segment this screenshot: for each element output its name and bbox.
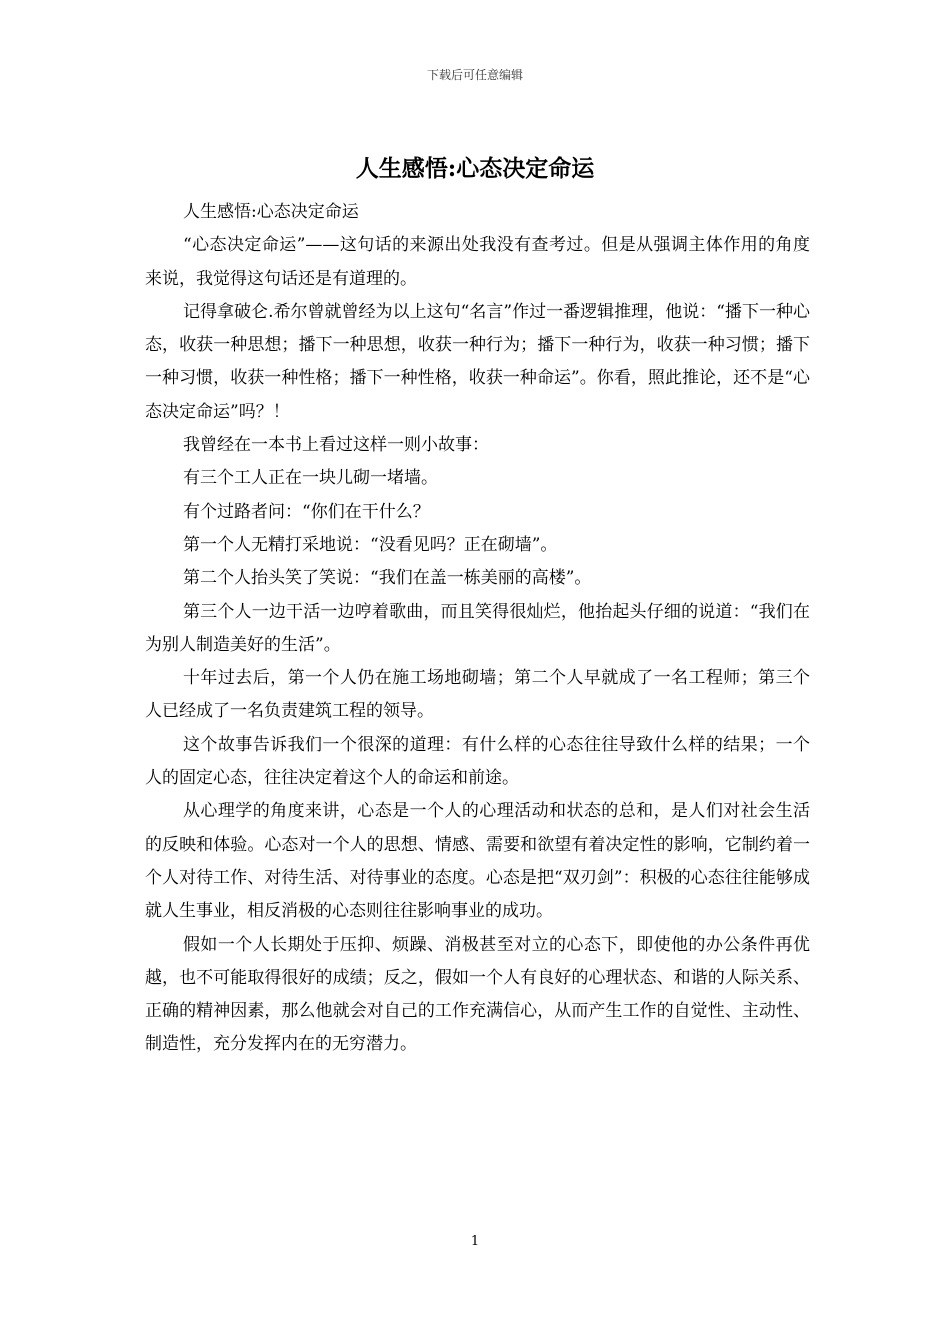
document-body	[145, 196, 810, 1062]
header-note: 下载后可任意编辑	[426, 68, 523, 82]
paragraph: 人生感悟:心态决定命运	[183, 202, 359, 222]
paragraph: “心态决定命运”——这句话的来源出处我没有查考过。但是从强调主体作用的角度来说，我觉得这句话还是有道理的。	[145, 235, 810, 289]
paragraph: 第三个人一边干活一边哼着歌曲，而且笑得很灿烂，他抬起头仔细的说道：“我们在为别人制造美好的生活”。	[145, 601, 810, 655]
paragraph: 我曾经在一本书上看过这样一则小故事：	[183, 435, 489, 456]
paragraph: 第一个人无精打采地说：“没看见吗？正在砌墙”。	[183, 534, 558, 555]
paragraph: 记得拿破仑.希尔曾就曾经为以上这句“名言”作过一番逻辑推理，他说：“播下一种心态，收获一种思想；播下一种思想，收获一种行为；播下一种行为，收获一种习惯；播下一种习惯，收获一种性格；播下一种性格，收获一种命运”。你看，照此推论，还不是“心态决定命运”吗？！	[145, 301, 810, 422]
paragraph: 有三个工人正在一块儿砌一堵墙。	[183, 468, 438, 489]
paragraph: 这个故事告诉我们一个很深的道理：有什么样的心态往往导致什么样的结果；一个人的固定心态，往往决定着这个人的命运和前途。	[145, 734, 810, 789]
paragraph: 从心理学的角度来讲，心态是一个人的心理活动和状态的总和，是人们对社会生活的反映和体验。心态对一个人的思想、情感、需要和欲望有着决定性的影响，它制约着一个人对待工作、对待生活、对待事业的态度。心态是把“双刃剑”：积极的心态往往能够成就人生事业，相反消极的心态则往往影响事业的成功。	[145, 801, 810, 922]
paragraph: 第二个人抬头笑了笑说：“我们在盖一栋美丽的高楼”。	[183, 568, 592, 589]
document-title: 人生感悟:心态决定命运	[355, 155, 595, 182]
paragraph: 十年过去后，第一个人仍在施工场地砌墙；第二个人早就成了一名工程师；第三个人已经成了一名负责建筑工程的领导。	[145, 668, 810, 722]
page-number: 1	[470, 1234, 480, 1249]
paragraph: 假如一个人长期处于压抑、烦躁、消极甚至对立的心态下，即使他的办公条件再优越，也不可能取得很好的成绩；反之，假如一个人有良好的心理状态、和谐的人际关系、正确的精神因素，那么他就会对自己的工作充满信心，从而产生工作的自觉性、主动性、制造性，充分发挥内在的无穷潜力。	[145, 934, 810, 1055]
paragraph: 有个过路者问：“你们在干什么？	[183, 501, 430, 522]
